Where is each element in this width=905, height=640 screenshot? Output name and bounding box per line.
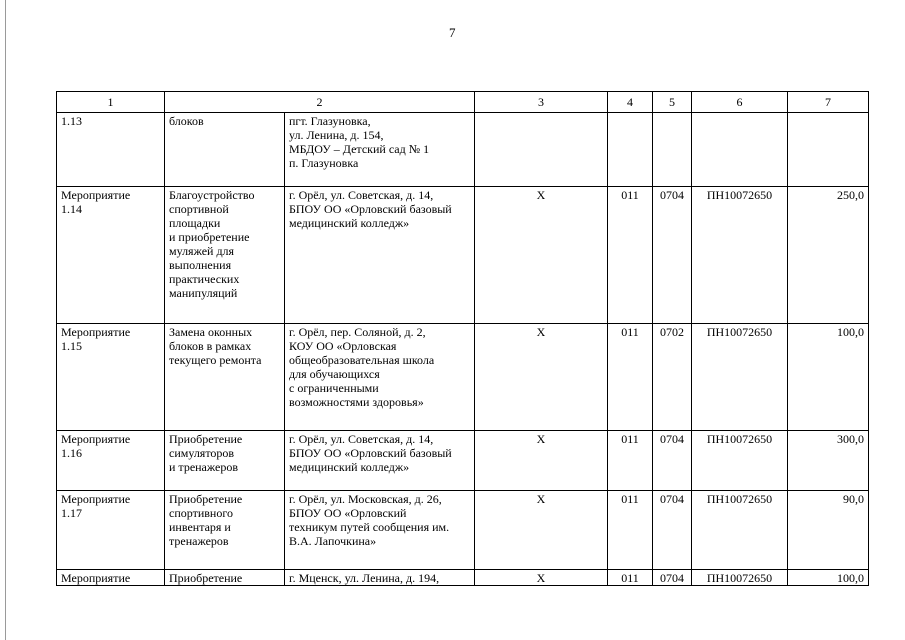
amount-cell: 300,0 xyxy=(788,431,869,491)
col4-cell: 011 xyxy=(608,324,653,431)
col5-cell: 0704 xyxy=(653,431,692,491)
column-header: 7 xyxy=(788,92,869,113)
col6-cell: ПН10072650 xyxy=(692,187,788,324)
event-number-cell: Мероприятие 1.15 xyxy=(57,324,165,431)
col3-cell xyxy=(475,113,608,187)
col6-cell xyxy=(692,113,788,187)
amount-cell: 100,0 xyxy=(788,570,869,586)
event-name-cell: Благоустройство спортивной площадки и приобретение муляжей для выполнения практических манипуляций xyxy=(165,187,285,324)
col5-cell: 0702 xyxy=(653,324,692,431)
col6-cell: ПН10072650 xyxy=(692,324,788,431)
address-cell: г. Мценск, ул. Ленина, д. 194, xyxy=(285,570,475,586)
table-row xyxy=(57,324,869,431)
budget-table xyxy=(56,91,869,586)
col5-cell: 0704 xyxy=(653,491,692,570)
event-number-cell: Мероприятие xyxy=(57,570,165,586)
event-name-cell: Замена оконных блоков в рамках текущего ремонта xyxy=(165,324,285,431)
table-row xyxy=(57,431,869,491)
event-number-cell: Мероприятие 1.17 xyxy=(57,491,165,570)
col3-cell: X xyxy=(475,491,608,570)
column-header: 4 xyxy=(608,92,653,113)
table-row xyxy=(57,113,869,187)
col3-cell: X xyxy=(475,187,608,324)
table-row xyxy=(57,491,869,570)
column-header: 3 xyxy=(475,92,608,113)
address-cell: пгт. Глазуновка, ул. Ленина, д. 154, МБДОУ – Детский сад № 1 п. Глазуновка xyxy=(285,113,475,187)
col3-cell: X xyxy=(475,324,608,431)
event-name-cell: Приобретение спортивного инвентаря и тренажеров xyxy=(165,491,285,570)
column-header: 6 xyxy=(692,92,788,113)
col5-cell: 0704 xyxy=(653,187,692,324)
event-number-cell: 1.13 xyxy=(57,113,165,187)
col5-cell xyxy=(653,113,692,187)
table-row xyxy=(57,570,869,586)
column-header: 1 xyxy=(57,92,165,113)
address-cell: г. Орёл, ул. Московская, д. 26, БПОУ ОО «Орловский техникум путей сообщения им. В.А. Лапочкина» xyxy=(285,491,475,570)
page-number: 7 xyxy=(449,25,456,40)
amount-cell xyxy=(788,113,869,187)
event-number-cell: Мероприятие 1.14 xyxy=(57,187,165,324)
event-number-cell: Мероприятие 1.16 xyxy=(57,431,165,491)
col3-cell: X xyxy=(475,431,608,491)
col4-cell: 011 xyxy=(608,187,653,324)
col6-cell: ПН10072650 xyxy=(692,431,788,491)
address-cell: г. Орёл, ул. Советская, д. 14, БПОУ ОО «Орловский базовый медицинский колледж» xyxy=(285,431,475,491)
event-name-cell: Приобретение xyxy=(165,570,285,586)
amount-cell: 90,0 xyxy=(788,491,869,570)
table-row xyxy=(57,187,869,324)
address-cell: г. Орёл, ул. Советская, д. 14, БПОУ ОО «Орловский базовый медицинский колледж» xyxy=(285,187,475,324)
address-cell: г. Орёл, пер. Соляной, д. 2, КОУ ОО «Орловская общеобразовательная школа для обучающихся с ограниченными возможностями здоровья» xyxy=(285,324,475,431)
amount-cell: 250,0 xyxy=(788,187,869,324)
amount-cell: 100,0 xyxy=(788,324,869,431)
column-header: 5 xyxy=(653,92,692,113)
event-name-cell: блоков xyxy=(165,113,285,187)
col4-cell: 011 xyxy=(608,570,653,586)
col4-cell xyxy=(608,113,653,187)
col6-cell: ПН10072650 xyxy=(692,491,788,570)
event-name-cell: Приобретение симуляторов и тренажеров xyxy=(165,431,285,491)
col4-cell: 011 xyxy=(608,491,653,570)
table-header-row xyxy=(57,92,869,113)
col5-cell: 0704 xyxy=(653,570,692,586)
column-header: 2 xyxy=(165,92,475,113)
page-edge-line xyxy=(5,0,6,640)
col3-cell: X xyxy=(475,570,608,586)
col4-cell: 011 xyxy=(608,431,653,491)
col6-cell: ПН10072650 xyxy=(692,570,788,586)
